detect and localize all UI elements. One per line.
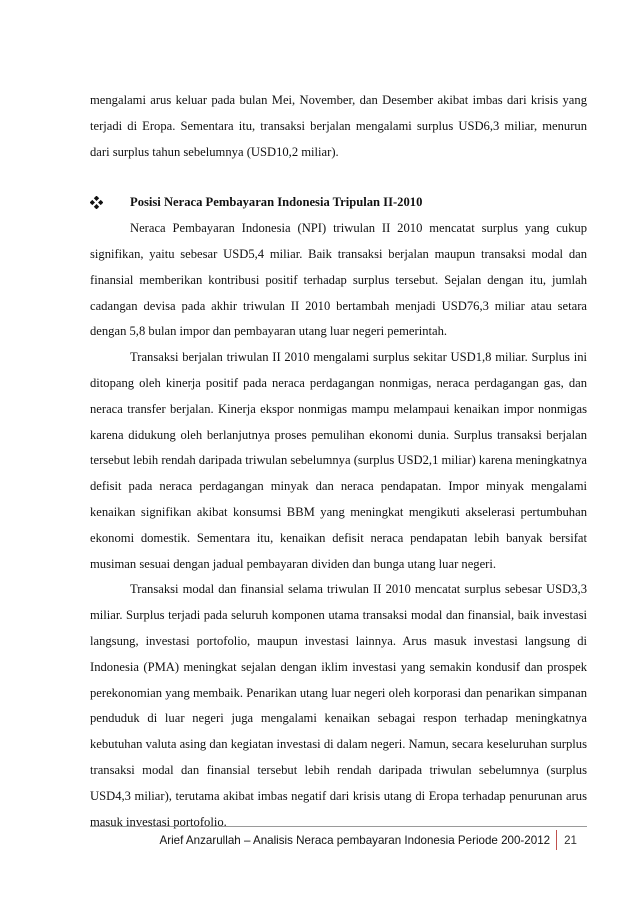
page-number: 21	[556, 830, 587, 850]
page-footer	[134, 829, 587, 851]
footer-rule	[90, 826, 587, 827]
section-heading: Posisi Neraca Pembayaran Indonesia Tripulan II-2010	[130, 195, 423, 210]
paragraph-npi-surplus: Neraca Pembayaran Indonesia (NPI) triwulan II 2010 mencatat surplus yang cukup signifikan, yaitu sebesar USD5,4 miliar. Baik transaksi berjalan maupun transaksi modal dan finansial memberikan kontribusi positif terhadap surplus tersebut. Sejalan dengan itu, jumlah cadangan devisa pada akhir triwulan II 2010 bertambah menjadi USD76,3 miliar atau setara dengan 5,8 bulan impor dan pembayaran utang luar negeri pemerintah.	[90, 221, 587, 339]
body-text	[90, 88, 587, 835]
paragraph-current-account: Transaksi berjalan triwulan II 2010 mengalami surplus sekitar USD1,8 miliar. Surplus ini ditopang oleh kinerja positif pada neraca perdagangan nonmigas, neraca perdagangan gas, dan neraca transfer berjalan. Kinerja ekspor nonmigas mampu melampaui kenaikan impor nonmigas karena didukung oleh berlanjutnya proses pemulihan ekonomi dunia. Surplus transaksi berjalan tersebut lebih rendah daripada triwulan sebelumnya (surplus USD2,1 miliar) karena meningkatnya defisit pada neraca perdagangan minyak dan neraca pendapatan. Impor minyak mengalami kenaikan signifikan akibat konsumsi BBM yang meningkat mengikuti akselerasi pertumbuhan ekonomi domestik. Sementara itu, kenaikan defisit neraca pendapatan lebih banyak bersifat musiman sesuai dengan jadual pembayaran dividen dan bunga utang luar negeri.	[90, 350, 587, 571]
continuation-paragraph: mengalami arus keluar pada bulan Mei, November, dan Desember akibat imbas dari krisis yang terjadi di Eropa. Sementara itu, transaksi berjalan mengalami surplus USD6,3 miliar, menurun dari surplus tahun sebelumnya (USD10,2 miliar).	[90, 93, 587, 159]
diamond-bullet-icon	[90, 190, 104, 214]
paragraph-capital-financial: Transaksi modal dan finansial selama triwulan II 2010 mencatat surplus sebesar USD3,3 miliar. Surplus terjadi pada seluruh komponen utama transaksi modal dan finansial, baik investasi langsung, investasi portofolio, maupun investasi lainnya. Arus masuk investasi langsung di Indonesia (PMA) meningkat sejalan dengan iklim investasi yang semakin kondusif dan prospek perekonomian yang membaik. Penarikan utang luar negeri oleh korporasi dan penarikan simpanan penduduk di luar negeri juga mengalami kenaikan sebagai respon terhadap meningkatnya kebutuhan valuta asing dan kegiatan investasi di dalam negeri. Namun, secara keseluruhan surplus transaksi modal dan finansial tersebut lebih rendah daripada triwulan sebelumnya (surplus USD4,3 miliar), terutama akibat imbas negatif dari krisis utang di Eropa terhadap penurunan arus masuk investasi portofolio.	[90, 582, 587, 829]
section-heading-row	[90, 190, 587, 216]
footer-title: Arief Anzarullah – Analisis Neraca pembayaran Indonesia Periode 200-2012	[159, 833, 551, 847]
